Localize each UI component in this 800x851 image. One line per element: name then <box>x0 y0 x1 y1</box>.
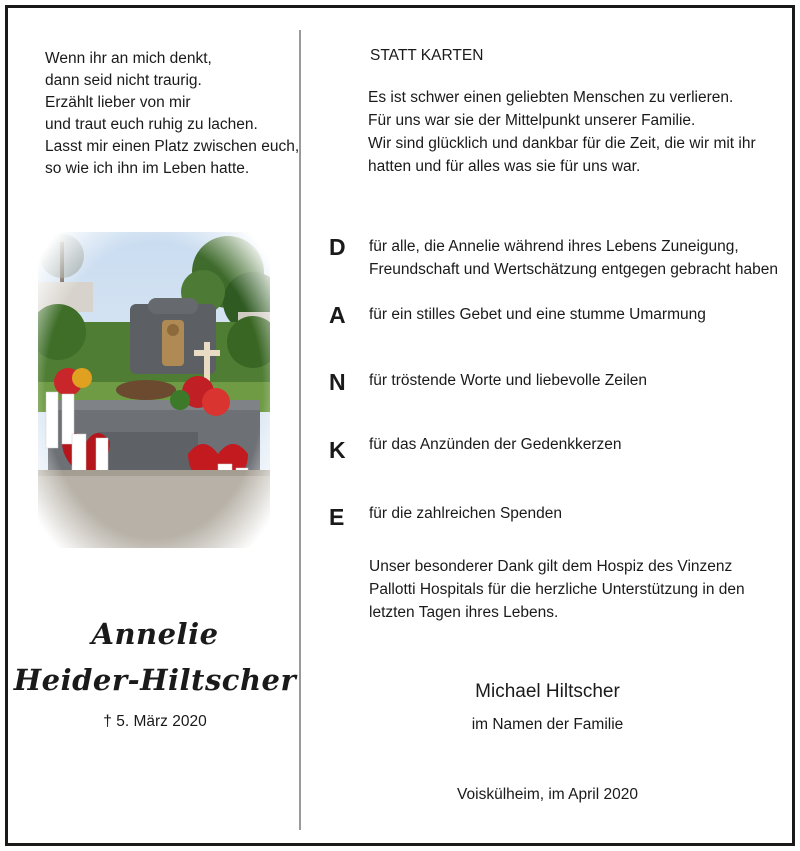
reason-line: für tröstende Worte und liebevolle Zeilen <box>369 372 648 389</box>
danke-letter-d: D <box>329 234 346 260</box>
reason-line: für alle, die Annelie während ihres Lebens Zuneigung, <box>369 238 739 255</box>
grave-photo <box>38 232 270 548</box>
reason-line: für das Anzünden der Gedenkkerzen <box>369 436 622 453</box>
intro-line: Wir sind glücklich und dankbar für die Zeit, die wir mit ihr <box>368 135 756 152</box>
reason-line: Freundschaft und Wertschätzung entgegen gebracht haben <box>369 261 779 278</box>
danke-reason-a <box>369 303 706 326</box>
reason-line: für ein stilles Gebet und eine stumme Umarmung <box>369 306 706 323</box>
thanks-line: Unser besonderer Dank gilt dem Hospiz des Vinzenz <box>369 558 733 575</box>
poem-line: Lasst mir einen Platz zwischen euch, <box>45 138 300 155</box>
place-date: Voiskülheim, im April 2020 <box>457 786 638 803</box>
notice-heading: STATT KARTEN <box>370 47 484 64</box>
memorial-poem <box>45 48 299 180</box>
danke-letter-n: N <box>329 369 346 395</box>
danke-letter-a: A <box>329 302 346 328</box>
intro-line: hatten und für alles was sie für uns war. <box>368 158 641 175</box>
deceased-first-name: Annelie <box>91 617 219 651</box>
intro-line: Es ist schwer einen geliebten Menschen zu verlieren. <box>368 89 734 106</box>
intro-line: Für uns war sie der Mittelpunkt unserer Familie. <box>368 112 696 129</box>
danke-letter-e: E <box>329 504 345 530</box>
danke-letter-k: K <box>329 437 346 463</box>
danke-reason-e <box>369 502 562 525</box>
danke-reason-k <box>369 433 621 456</box>
poem-line: so wie ich ihn im Leben hatte. <box>45 160 250 177</box>
poem-line: und traut euch ruhig zu lachen. <box>45 116 258 133</box>
poem-line: dann seid nicht traurig. <box>45 72 202 89</box>
special-thanks <box>369 555 745 624</box>
poem-line: Wenn ihr an mich denkt, <box>45 50 212 67</box>
thanks-line: Pallotti Hospitals für die herzliche Unterstützung in den <box>369 581 745 598</box>
danke-reason-n <box>369 369 647 392</box>
poem-line: Erzählt lieber von mir <box>45 94 191 111</box>
signer-role: im Namen der Familie <box>471 716 624 733</box>
signer-name: Michael Hiltscher <box>475 681 620 702</box>
intro-text <box>368 86 756 178</box>
danke-reason-d <box>369 235 778 281</box>
death-date: † 5. März 2020 <box>103 713 207 730</box>
deceased-last-name: Heider-Hiltscher <box>13 663 297 697</box>
column-divider <box>299 30 301 830</box>
reason-line: für die zahlreichen Spenden <box>369 505 563 522</box>
thanks-line: letzten Tagen ihres Lebens. <box>369 604 559 621</box>
